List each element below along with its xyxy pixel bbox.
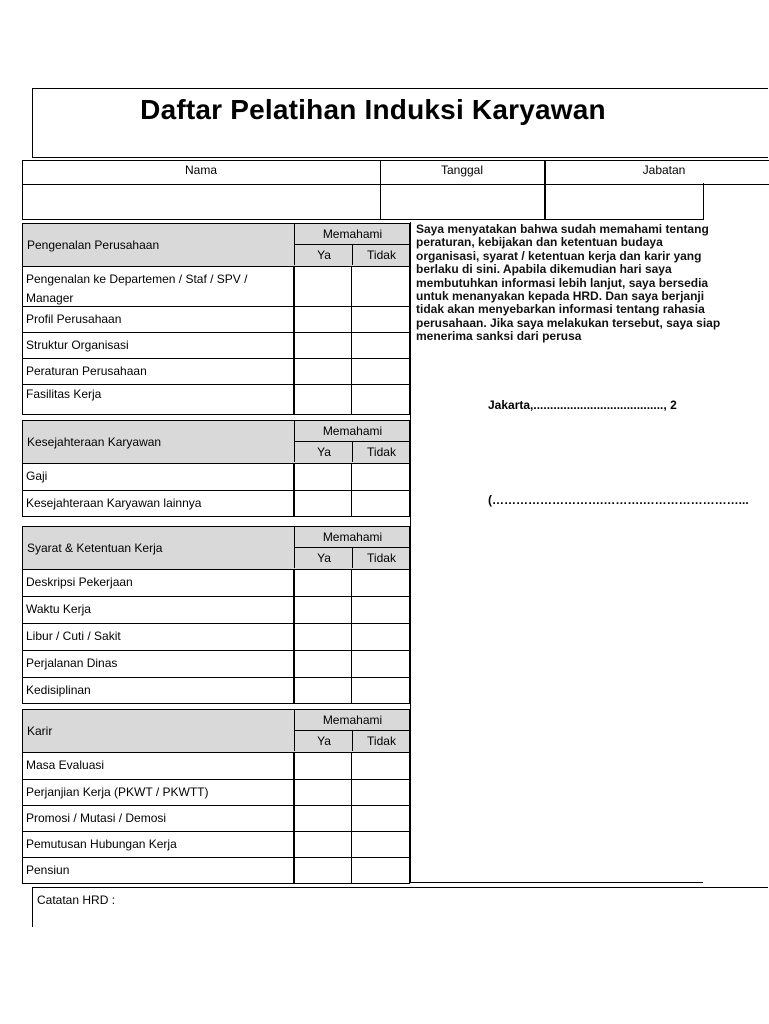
employee-info-table xyxy=(22,160,768,219)
checkbox-tidak[interactable] xyxy=(352,806,409,831)
checkbox-tidak[interactable] xyxy=(352,491,409,516)
section-kesejahteraan-karyawan xyxy=(22,420,410,517)
catatan-hrd-box[interactable] xyxy=(32,887,768,927)
tidak-header: Tidak xyxy=(352,442,410,462)
section-title: Karir xyxy=(27,724,53,738)
signature-line: (……………………….……….……………………... xyxy=(488,493,749,507)
item-label: Libur / Cuti / Sakit xyxy=(26,629,121,643)
table-row xyxy=(23,384,409,414)
table-row xyxy=(23,857,409,883)
checkbox-ya[interactable] xyxy=(295,385,351,414)
ya-header: Ya xyxy=(294,442,353,462)
jabatan-field[interactable] xyxy=(547,184,701,218)
table-row xyxy=(23,490,409,516)
checkbox-ya[interactable] xyxy=(295,491,351,516)
ya-header: Ya xyxy=(294,245,353,265)
table-row xyxy=(23,677,409,703)
table-row xyxy=(23,623,409,650)
ya-header: Ya xyxy=(294,548,353,568)
nama-label: Nama xyxy=(184,163,217,177)
checkbox-ya[interactable] xyxy=(295,570,351,596)
item-label: Promosi / Mutasi / Demosi xyxy=(26,811,167,825)
tidak-header: Tidak xyxy=(352,731,410,751)
table-row xyxy=(23,463,409,490)
checkbox-ya[interactable] xyxy=(295,806,351,831)
statement-container xyxy=(416,222,721,348)
checkbox-tidak[interactable] xyxy=(352,464,409,490)
table-row xyxy=(23,358,409,384)
section-title: Pengenalan Perusahaan xyxy=(27,238,160,252)
item-label: Profil Perusahaan xyxy=(26,312,122,326)
divider xyxy=(410,882,703,883)
checkbox-tidak[interactable] xyxy=(352,570,409,596)
catatan-hrd-label: Catatan HRD : xyxy=(37,893,116,907)
checkbox-tidak[interactable] xyxy=(352,359,409,384)
table-row xyxy=(23,332,409,358)
checkbox-ya[interactable] xyxy=(295,678,351,703)
item-label: Deskripsi Pekerjaan xyxy=(26,575,133,589)
table-row xyxy=(23,650,409,677)
table-row xyxy=(23,752,409,779)
checkbox-tidak[interactable] xyxy=(352,307,409,332)
checkbox-ya[interactable] xyxy=(295,307,351,332)
section-header xyxy=(23,527,409,570)
item-label: Peraturan Perusahaan xyxy=(26,364,147,378)
table-row xyxy=(23,831,409,857)
table-row xyxy=(23,779,409,805)
checkbox-tidak[interactable] xyxy=(352,858,409,883)
item-label: Waktu Kerja xyxy=(26,602,91,616)
jabatan-label: Jabatan xyxy=(642,163,686,177)
memahami-header: Memahami xyxy=(294,224,410,245)
checkbox-ya[interactable] xyxy=(295,858,351,883)
item-label: Fasilitas Kerja xyxy=(26,387,102,401)
item-label: Kesejahteraan Karyawan lainnya xyxy=(26,496,202,510)
checkbox-ya[interactable] xyxy=(295,333,351,358)
section-header xyxy=(23,224,409,267)
item-label: Struktur Organisasi xyxy=(26,338,129,352)
item-label: Gaji xyxy=(26,469,48,483)
document-title: Daftar Pelatihan Induksi Karyawan xyxy=(140,94,606,125)
tanggal-field[interactable] xyxy=(382,184,543,218)
item-label: Perjalanan Dinas xyxy=(26,656,118,670)
table-row xyxy=(23,596,409,623)
checkbox-tidak[interactable] xyxy=(352,333,409,358)
checkbox-tidak[interactable] xyxy=(352,832,409,857)
checkbox-tidak[interactable] xyxy=(352,678,409,703)
checkbox-ya[interactable] xyxy=(295,753,351,779)
memahami-header: Memahami xyxy=(294,527,410,548)
item-label: Pengenalan ke Departemen / Staf / SPV / Manager xyxy=(26,272,248,305)
section-title: Kesejahteraan Karyawan xyxy=(27,435,162,449)
place-date-line: Jakarta,......................................., 2 xyxy=(488,398,677,412)
checkbox-ya[interactable] xyxy=(295,464,351,490)
ya-header: Ya xyxy=(294,731,353,751)
table-row xyxy=(23,266,409,306)
checkbox-tidak[interactable] xyxy=(352,780,409,805)
divider xyxy=(544,160,546,219)
checkbox-tidak[interactable] xyxy=(352,753,409,779)
tidak-header: Tidak xyxy=(352,548,410,568)
nama-field[interactable] xyxy=(23,184,379,218)
checkbox-tidak[interactable] xyxy=(352,624,409,650)
section-header xyxy=(23,710,409,753)
item-label: Pensiun xyxy=(26,863,70,877)
table-row xyxy=(23,569,409,596)
memahami-header: Memahami xyxy=(294,710,410,731)
checkbox-ya[interactable] xyxy=(295,651,351,677)
checkbox-ya[interactable] xyxy=(295,624,351,650)
table-row xyxy=(23,306,409,332)
section-header xyxy=(23,421,409,464)
checkbox-ya[interactable] xyxy=(295,832,351,857)
section-title: Syarat & Ketentuan Kerja xyxy=(27,541,163,555)
section-karir xyxy=(22,709,410,884)
checkbox-ya[interactable] xyxy=(295,359,351,384)
statement-text: Saya menyatakan bahwa sudah memahami tentang peraturan, kebijakan dan ketentuan budaya organisasi, syarat / ketentuan kerja dan karir yang berlaku di sini. Apabila dikemudian hari saya membutuhkan informasi lebih lanjut, saya bersedia untuk menanyakan kepada HRD. Dan saya berjanji tidak akan menyebarkan informasi tentang rahasia perusahaan. Jika saya melakukan tersebut, saya siap menerima sanksi dari perusa xyxy=(416,222,721,344)
checkbox-ya[interactable] xyxy=(295,267,351,306)
checkbox-tidak[interactable] xyxy=(352,597,409,623)
item-label: Kedisiplinan xyxy=(26,683,91,697)
checkbox-tidak[interactable] xyxy=(352,385,409,414)
item-label: Masa Evaluasi xyxy=(26,758,105,772)
memahami-header: Memahami xyxy=(294,421,410,442)
checkbox-ya[interactable] xyxy=(295,597,351,623)
tanggal-label: Tanggal xyxy=(440,163,484,177)
item-label: Perjanjian Kerja (PKWT / PKWTT) xyxy=(26,785,209,799)
section-pengenalan-perusahaan xyxy=(22,223,410,415)
checkbox-tidak[interactable] xyxy=(352,267,409,306)
title-box xyxy=(32,88,768,158)
checkbox-ya[interactable] xyxy=(295,780,351,805)
table-row xyxy=(23,805,409,831)
divider xyxy=(410,222,411,882)
checkbox-tidak[interactable] xyxy=(352,651,409,677)
section-syarat-ketentuan-kerja xyxy=(22,526,410,704)
tidak-header: Tidak xyxy=(352,245,410,265)
item-label: Pemutusan Hubungan Kerja xyxy=(26,837,177,851)
